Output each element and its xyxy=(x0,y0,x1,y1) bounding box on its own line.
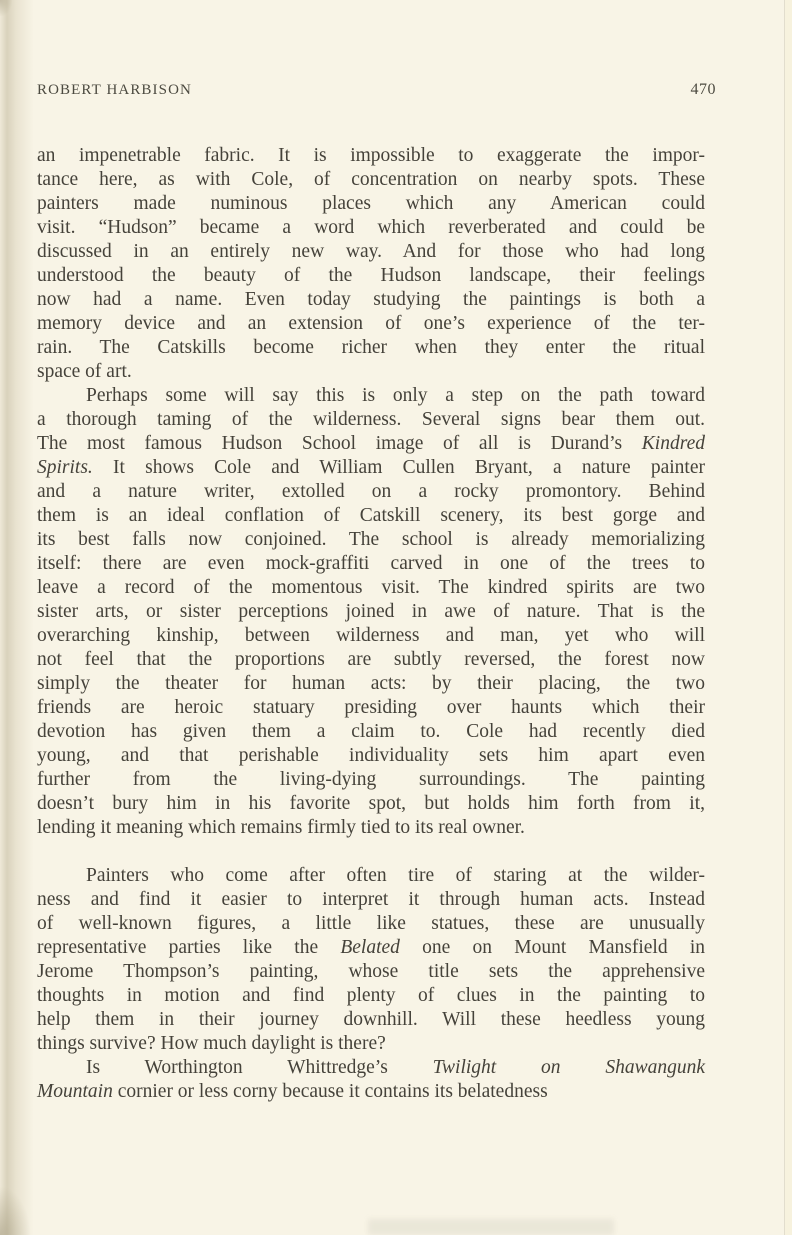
text-line xyxy=(37,264,705,288)
text-run: The most famous Hudson School image of all is Durand’s xyxy=(37,433,642,454)
text-line xyxy=(37,288,705,312)
text-line xyxy=(37,1032,705,1056)
text-run: things survive? How much daylight is there? xyxy=(37,1033,386,1054)
page-number: 470 xyxy=(690,81,716,98)
text-line xyxy=(37,744,705,768)
text-line xyxy=(37,864,705,888)
paragraph xyxy=(37,384,705,840)
page-right-edge-line xyxy=(784,0,785,1235)
text-run: devotion has given them a claim to. Cole had recently died xyxy=(37,721,705,742)
text-run: thoughts in motion and find plenty of clues in the painting to xyxy=(37,985,705,1006)
page-text xyxy=(37,144,705,1104)
text-run: them is an ideal conflation of Catskill scenery, its best gorge and xyxy=(37,505,705,526)
text-line xyxy=(37,624,705,648)
text-line xyxy=(37,432,705,456)
italic-text-run: Mountain xyxy=(37,1081,113,1102)
text-run: tance here, as with Cole, of concentration on nearby spots. These xyxy=(37,169,705,190)
text-line xyxy=(37,912,705,936)
text-run: memory device and an extension of one’s experience of the ter- xyxy=(37,313,705,334)
text-run: Perhaps some will say this is only a step on the path toward xyxy=(86,385,705,406)
italic-text-run: Spirits. xyxy=(37,457,93,478)
text-line xyxy=(37,672,705,696)
text-line xyxy=(37,384,705,408)
text-run: its best falls now conjoined. The school is already memorializing xyxy=(37,529,705,550)
text-line xyxy=(37,720,705,744)
paragraph xyxy=(37,144,705,384)
text-line xyxy=(37,360,705,384)
text-line xyxy=(37,216,705,240)
italic-text-run: Twilight on Shawangunk xyxy=(432,1057,705,1078)
text-run: ness and find it easier to interpret it through human acts. Instead xyxy=(37,889,705,910)
text-run: painters made numinous places which any American could xyxy=(37,193,705,214)
text-line xyxy=(37,960,705,984)
page-left-edge-shadow xyxy=(0,0,34,1235)
text-run: of well-known figures, a little like statues, these are unusually xyxy=(37,913,705,934)
text-line xyxy=(37,816,705,840)
text-run: a thorough taming of the wilderness. Several signs bear them out. xyxy=(37,409,705,430)
text-line xyxy=(37,336,705,360)
running-header-author: ROBERT HARBISON xyxy=(37,82,192,98)
text-line xyxy=(37,1008,705,1032)
text-run: now had a name. Even today studying the paintings is both a xyxy=(37,289,705,310)
text-line xyxy=(37,768,705,792)
text-line xyxy=(37,528,705,552)
bottom-left-corner-shadow xyxy=(0,1187,30,1235)
text-line xyxy=(37,696,705,720)
text-line xyxy=(37,792,705,816)
text-line xyxy=(37,600,705,624)
text-line xyxy=(37,888,705,912)
text-run: rain. The Catskills become richer when they enter the ritual xyxy=(37,337,705,358)
text-run: further from the living-dying surroundings. The painting xyxy=(37,769,705,790)
italic-text-run: Belated xyxy=(340,937,400,958)
text-run: Jerome Thompson’s painting, whose title sets the apprehensive xyxy=(37,961,705,982)
text-run: leave a record of the momentous visit. The kindred spirits are two xyxy=(37,577,705,598)
text-line xyxy=(37,576,705,600)
text-line xyxy=(37,984,705,1008)
text-run: one on Mount Mansfield in xyxy=(399,937,705,958)
italic-text-run: Kindred xyxy=(641,433,705,454)
text-run: It shows Cole and William Cullen Bryant, a nature painter xyxy=(92,457,705,478)
bottom-scan-shadow xyxy=(368,1219,614,1235)
text-run: space of art. xyxy=(37,361,132,382)
text-run: understood the beauty of the Hudson landscape, their feelings xyxy=(37,265,705,286)
text-run: not feel that the proportions are subtly reversed, the forest now xyxy=(37,649,705,670)
text-line xyxy=(37,168,705,192)
text-run: discussed in an entirely new way. And for those who had long xyxy=(37,241,705,262)
text-run: sister arts, or sister perceptions joined in awe of nature. That is the xyxy=(37,601,705,622)
text-run: Is Worthington Whittredge’s xyxy=(86,1057,433,1078)
text-line xyxy=(37,504,705,528)
text-line xyxy=(37,1080,705,1104)
text-run: help them in their journey downhill. Will these heedless young xyxy=(37,1009,705,1030)
text-run: doesn’t bury him in his favorite spot, but holds him forth from it, xyxy=(37,793,705,814)
text-run: young, and that perishable individuality sets him apart even xyxy=(37,745,705,766)
text-run: friends are heroic statuary presiding over haunts which their xyxy=(37,697,705,718)
paragraph xyxy=(37,864,705,1056)
text-line xyxy=(37,312,705,336)
text-line xyxy=(37,648,705,672)
text-line xyxy=(37,192,705,216)
text-line xyxy=(37,552,705,576)
text-run: cornier or less corny because it contains its belatedness xyxy=(112,1081,548,1102)
text-run: and a nature writer, extolled on a rocky promontory. Behind xyxy=(37,481,705,502)
text-run: representative parties like the xyxy=(37,937,341,958)
text-line xyxy=(37,1056,705,1080)
text-run: an impenetrable fabric. It is impossible to exaggerate the impor- xyxy=(37,145,705,166)
paragraph xyxy=(37,1056,705,1104)
text-line xyxy=(37,408,705,432)
text-run: lending it meaning which remains firmly tied to its real owner. xyxy=(37,817,525,838)
text-line xyxy=(37,456,705,480)
text-run: simply the theater for human acts: by their placing, the two xyxy=(37,673,705,694)
text-line xyxy=(37,240,705,264)
text-line xyxy=(37,936,705,960)
text-run: overarching kinship, between wilderness and man, yet who will xyxy=(37,625,705,646)
page-right-edge-strip xyxy=(785,0,792,1235)
text-run: visit. “Hudson” became a word which reverberated and could be xyxy=(37,217,705,238)
text-line xyxy=(37,480,705,504)
text-run: itself: there are even mock-graffiti carved in one of the trees to xyxy=(37,553,705,574)
top-left-corner-shadow xyxy=(0,0,12,16)
text-line xyxy=(37,144,705,168)
text-run: Painters who come after often tire of staring at the wilder- xyxy=(86,865,705,886)
